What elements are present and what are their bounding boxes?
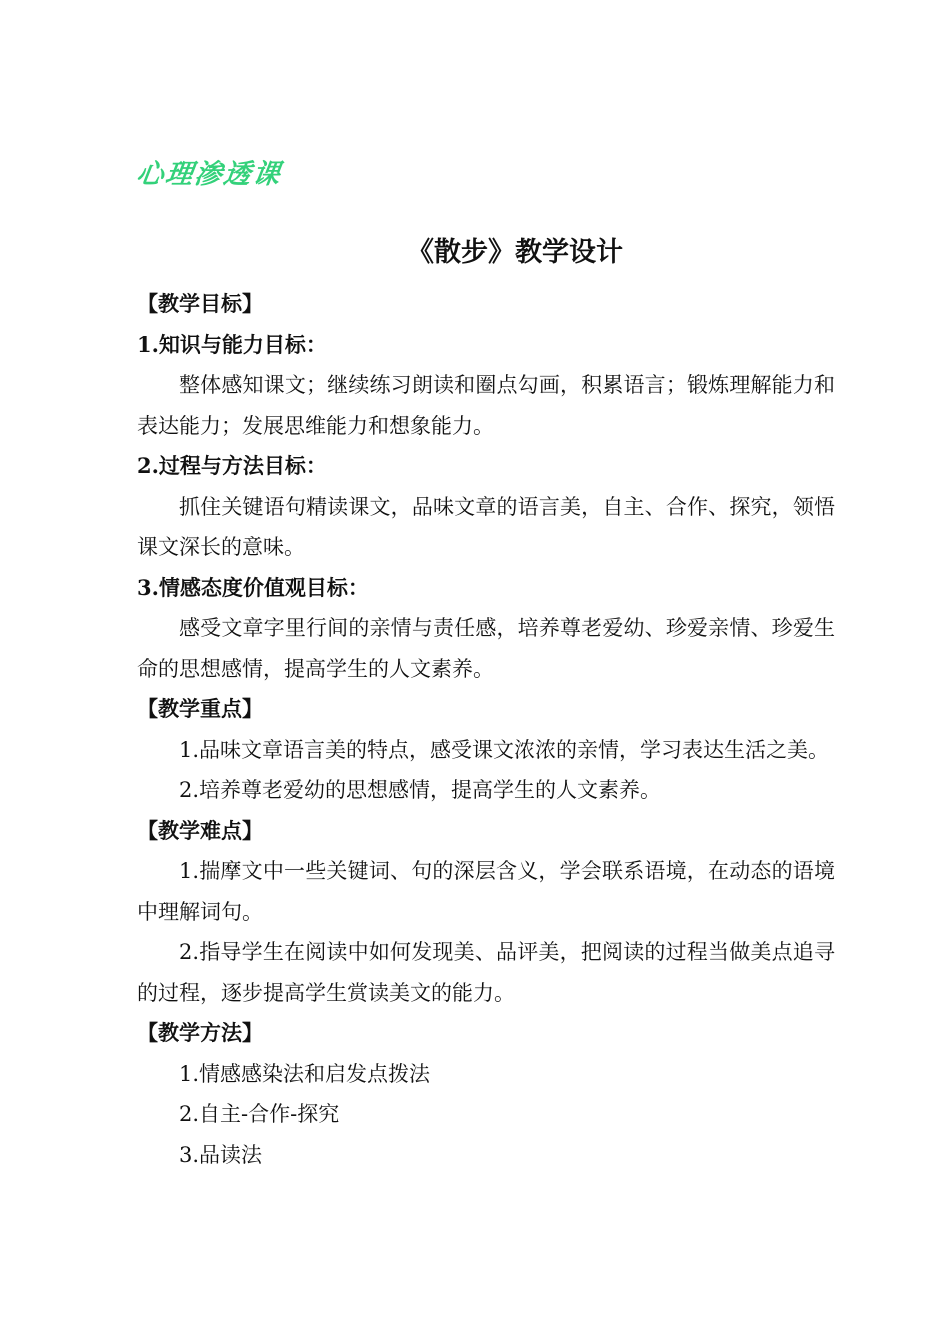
brand-label: 心理渗透课 <box>134 159 284 190</box>
paragraph: 感受文章字里行间的亲情与责任感，培养尊老爱幼、珍爱亲情、珍爱生命的思想感情，提高学生的人文素养。 <box>137 616 835 681</box>
list-item: 2.自主-合作-探究 <box>179 1102 340 1126</box>
subheading-knowledge: 1.知识与能力目标： <box>137 331 327 357</box>
paragraph: 1.品味文章语言美的特点，感受课文浓浓的亲情，学习表达生活之美。 <box>179 737 830 762</box>
document-title: 《散步》教学设计 <box>407 237 623 268</box>
section-heading-objectives: 【教学目标】 <box>137 291 263 316</box>
section-heading-key-points: 【教学重点】 <box>137 696 263 721</box>
paragraph: 整体感知课文；继续练习朗读和圈点勾画，积累语言；锻炼理解能力和表达能力；发展思维能力和想象能力。 <box>137 373 835 438</box>
subheading-process: 2.过程与方法目标： <box>137 453 327 478</box>
section-heading-difficulties: 【教学难点】 <box>137 817 263 843</box>
document-body <box>137 284 835 1175</box>
subheading-values: 3.情感态度价值观目标： <box>137 574 369 600</box>
section-heading-methods: 【教学方法】 <box>137 1020 263 1045</box>
list-item: 3.品读法 <box>179 1142 263 1167</box>
paragraph: 2.指导学生在阅读中如何发现美、品评美，把阅读的过程当做美点追寻的过程，逐步提高学生赏读美文的能力。 <box>137 940 835 1005</box>
paragraph: 1.揣摩文中一些关键词、句的深层含义，学会联系语境，在动态的语境中理解词句。 <box>137 859 835 924</box>
list-item: 1.情感感染法和启发点拨法 <box>179 1061 431 1086</box>
paragraph: 抓住关键语句精读课文，品味文章的语言美，自主、合作、探究，领悟课文深长的意味。 <box>137 494 835 559</box>
paragraph: 2.培养尊老爱幼的思想感情，提高学生的人文素养。 <box>179 778 662 802</box>
